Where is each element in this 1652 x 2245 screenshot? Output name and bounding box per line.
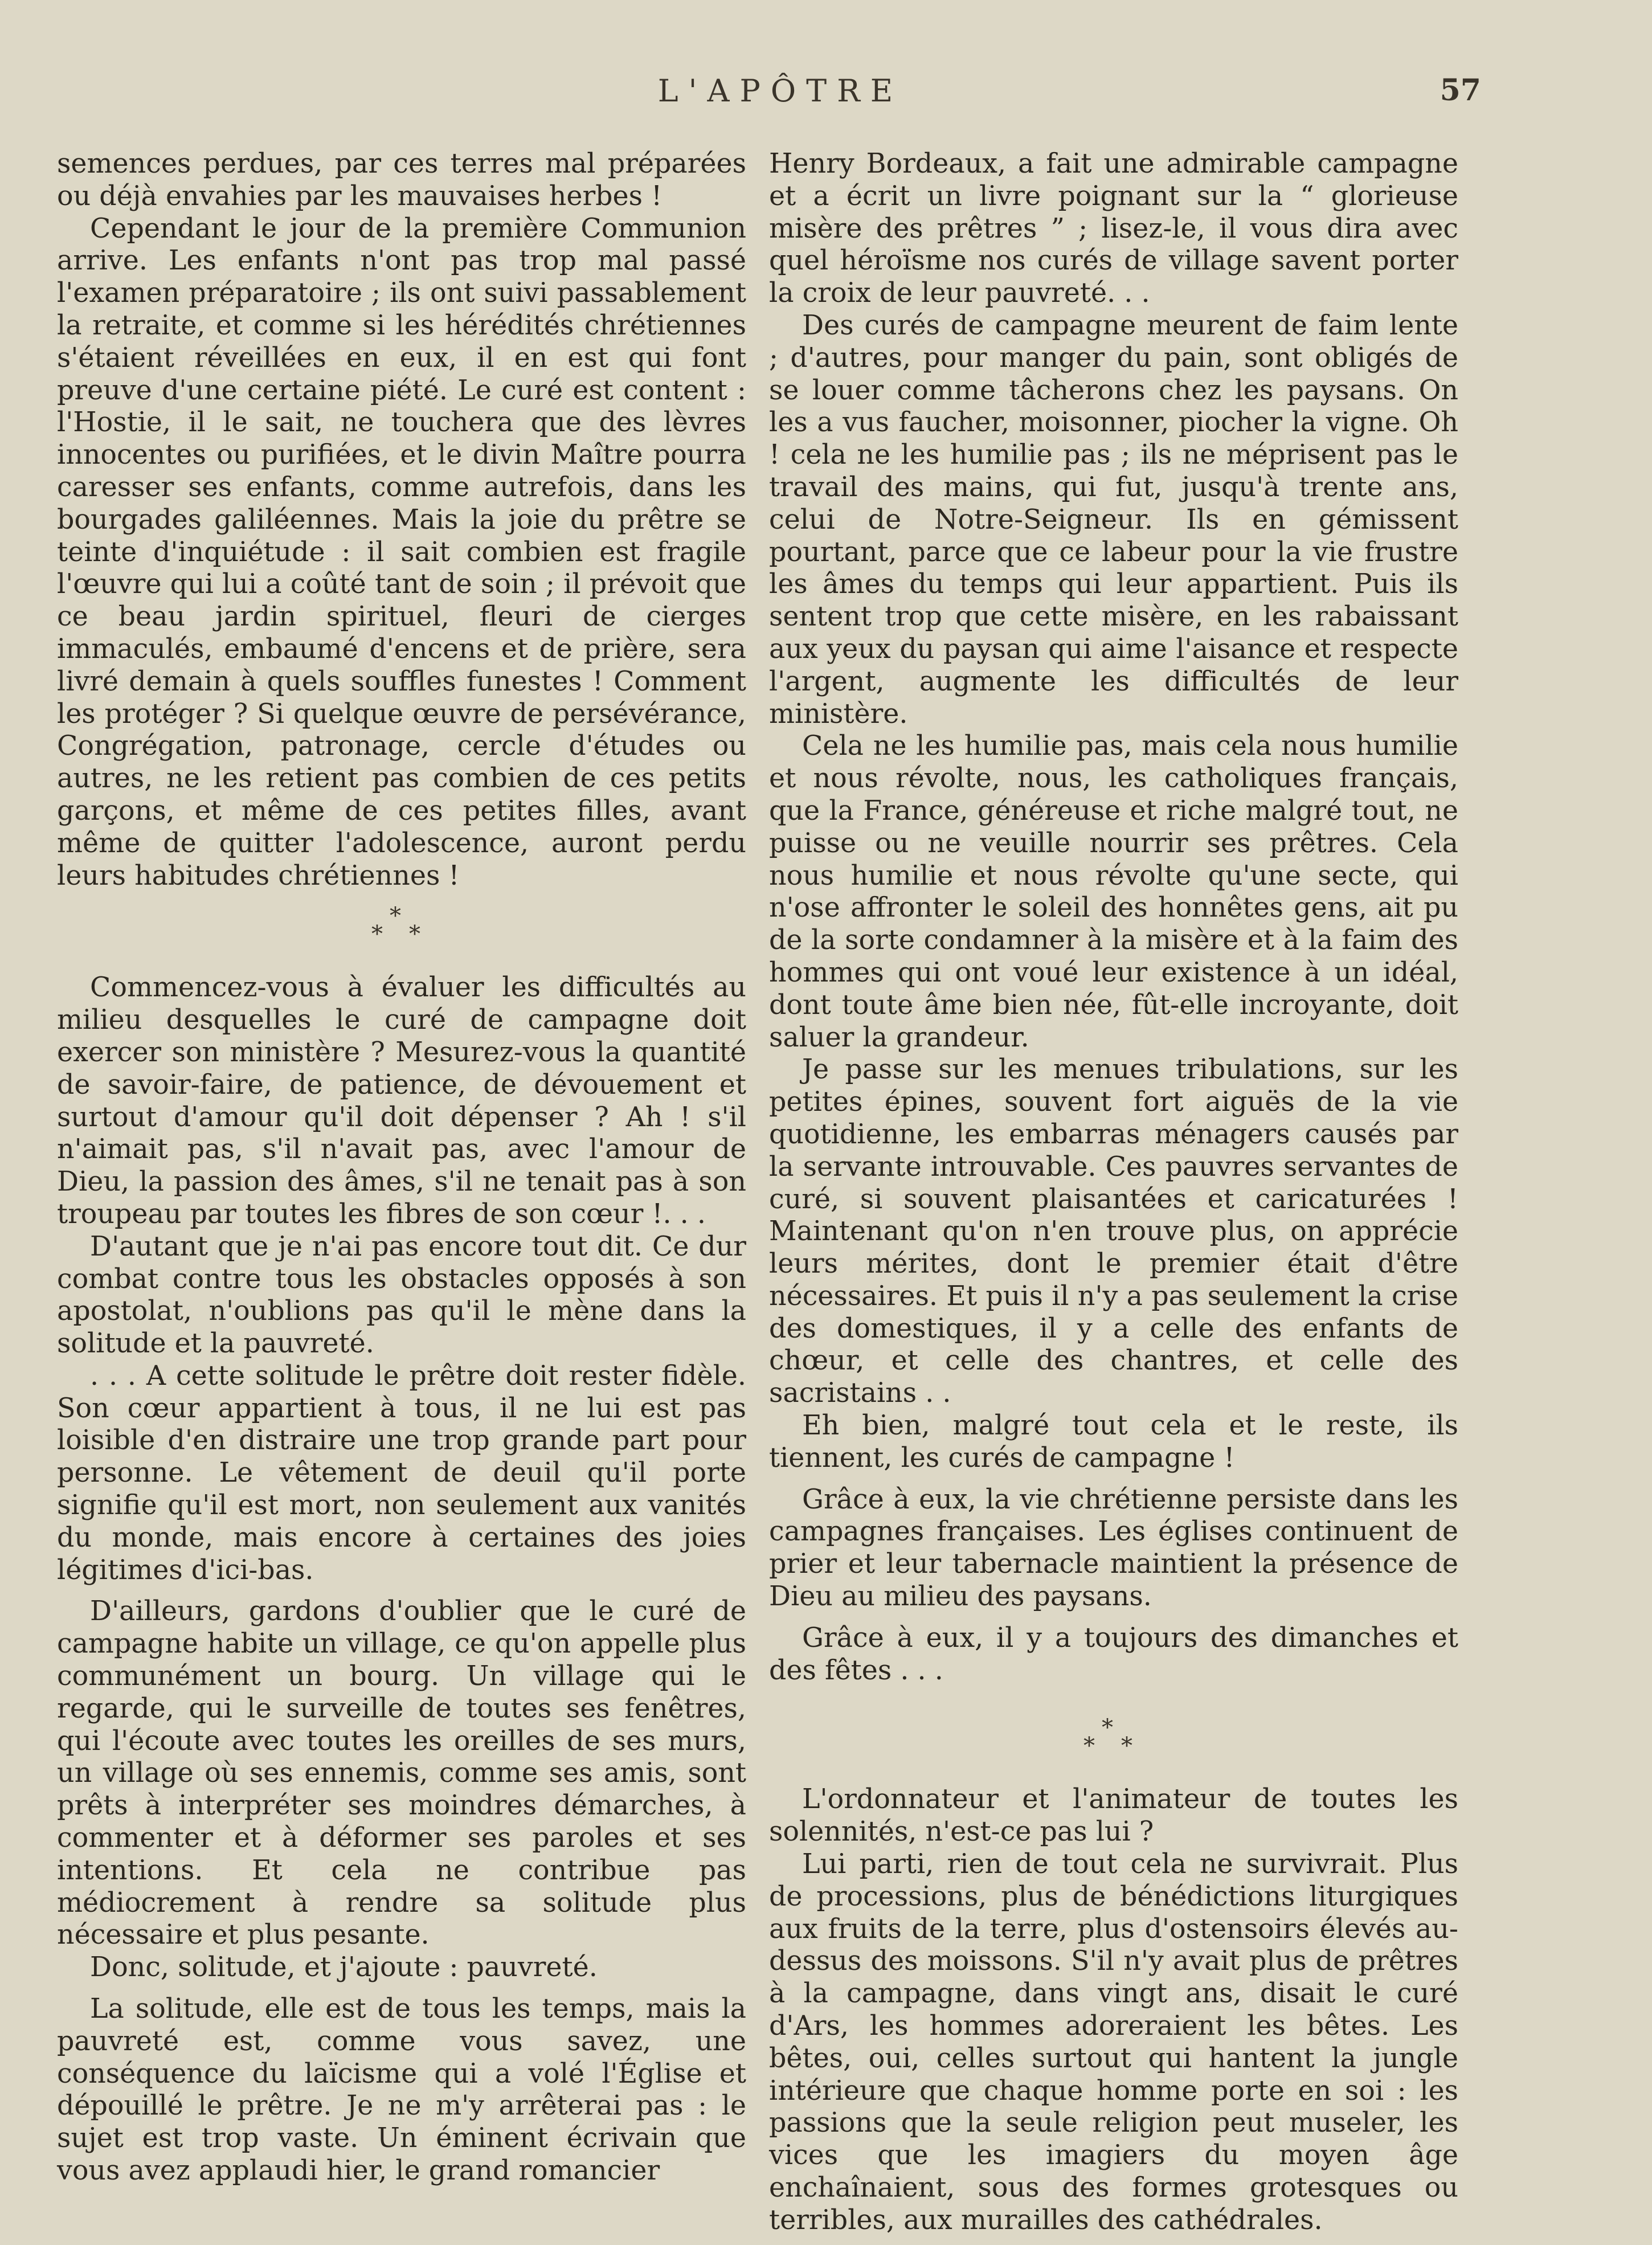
page-header (0, 73, 1652, 118)
paragraph: La solitude, elle est de tous les temps, mais la pauvreté est, comme vous savez, une conséquence du laïcisme qui a volé l'Église et dépouillé le prêtre. Je ne m'y arrêterai pas : le sujet est trop vaste. Un éminent écrivain que vous avez applaudi hier, le grand romancier (57, 1993, 746, 2187)
asterisk: * (371, 921, 383, 948)
left-column (57, 148, 746, 2187)
paragraph: D'ailleurs, gardons d'oublier que le curé de campagne habite un village, ce qu'on appelle plus communément un bourg. Un village qui le regarde, qui le surveille de toutes ses fenêtres, qui l'écoute avec toutes les oreilles de ses murs, un village où ses ennemis, comme ses amis, sont prêts à interpréter ses moindres démarches, à commenter et à déformer ses paroles et ses intentions. Et cela ne contribue pas médiocrement à rendre sa solitude plus nécessaire et plus pesante. (57, 1596, 746, 1951)
paragraph: Je passe sur les menues tribulations, sur les petites épines, souvent fort aiguës de la vie quotidienne, les embarras ménagers causés par la servante introuvable. Ces pauvres servantes de curé, si souvent plaisantées et caricaturées ! Maintenant qu'on n'en trouve plus, on apprécie leurs mérites, dont le premier était d'être nécessaires. Et puis il n'y a pas seulement la crise des domestiques, il y a celle des enfants de chœur, et celle des chantres, et celle des sacristains . . (769, 1054, 1458, 1409)
asterisk: * (409, 921, 420, 948)
paragraph: Lui parti, rien de tout cela ne survivrait. Plus de processions, plus de bénédictions liturgiques aux fruits de la terre, plus d'ostensoirs élevés au-dessus des moissons. S'il n'y avait plus de prêtres à la campagne, dans vingt ans, disait le curé d'Ars, les hommes adoreraient les bêtes. Les bêtes, oui, celles surtout qui hantent la jungle intérieure que chaque homme porte en soi : les passions que la seule religion peut museler, les vices que les imagiers du moyen âge enchaînaient, sous des formes grotesques ou terribles, aux murailles des cathédrales. (769, 1849, 1458, 2236)
page-number: 57 (1440, 73, 1481, 108)
paragraph: semences perdues, par ces terres mal préparées ou déjà envahies par les mauvaises herbes ! (57, 148, 746, 212)
asterisk: * (1083, 1733, 1095, 1760)
paragraph: . . . A cette solitude le prêtre doit rester fidèle. Son cœur appartient à tous, il ne lui est pas loisible d'en distraire une trop grande part pour personne. Le vêtement de deuil qu'il porte signifie qu'il est mort, non seulement aux vanités du monde, mais encore à certaines des joies légitimes d'ici-bas. (57, 1360, 746, 1586)
paragraph: D'autant que je n'ai pas encore tout dit. Ce dur combat contre tous les obstacles opposés à son apostolat, n'oublions pas qu'il le mène dans la solitude et la pauvreté. (57, 1230, 746, 1360)
paragraph: Cependant le jour de la première Communion arrive. Les enfants n'ont pas trop mal passé l'examen préparatoire ; ils ont suivi passablement la retraite, et comme si les hérédités chrétiennes s'étaient réveillées en eux, il en est qui font preuve d'une certaine piété. Le curé est content : l'Hostie, il le sait, ne touchera que des lèvres innocentes ou purifiées, et le divin Maître pourra caresser ses enfants, comme autrefois, dans les bourgades galiléennes. Mais la joie du prêtre se teinte d'inquiétude : il sait combien est fragile l'œuvre qui lui a coûté tant de soin ; il prévoit que ce beau jardin spirituel, fleuri de cierges immaculés, embaumé d'encens et de prière, sera livré demain à quels souffles funestes ! Comment les protéger ? Si quelque œuvre de persévérance, Congrégation, patronage, cercle d'études ou autres, ne les retient pas combien de ces petits garçons, et même de ces petites filles, avant même de quitter l'adolescence, auront perdu leurs habitudes chrétiennes ! (57, 212, 746, 892)
paragraph: Donc, solitude, et j'ajoute : pauvreté. (90, 1952, 598, 1984)
right-column (769, 148, 1458, 2237)
running-title: L'APÔTRE (657, 73, 903, 109)
paragraph: Grâce à eux, la vie chrétienne persiste dans les campagnes françaises. Les églises continuent de prier et leur tabernacle maintient la présence de Dieu au milieu des paysans. (769, 1483, 1458, 1613)
asterisk: * (1102, 1715, 1113, 1741)
asterisk: * (1121, 1733, 1132, 1760)
paragraph: Eh bien, malgré tout cela et le reste, ils tiennent, les curés de campagne ! (769, 1410, 1458, 1474)
paragraph: Commencez-vous à évaluer les difficultés au milieu desquelles le curé de campagne doit exercer son ministère ? Mesurez-vous la quantité de savoir-faire, de patience, de dévouement et surtout d'amour qu'il doit dépenser ? Ah ! s'il n'aimait pas, s'il n'avait pas, avec l'amour de Dieu, la passion des âmes, s'il ne tenait pas à son troupeau par toutes les fibres de son cœur !. . . (57, 972, 746, 1230)
section-separator (769, 1687, 1458, 1784)
paragraph: Des curés de campagne meurent de faim lente ; d'autres, pour manger du pain, sont obligés de se louer comme tâcherons chez les paysans. On les a vus faucher, moisonner, piocher la vigne. Oh ! cela ne les humilie pas ; ils ne méprisent pas le travail des mains, qui fut, jusqu'à trente ans, celui de Notre-Seigneur. Ils en gémissent pourtant, parce que ce labeur pour la vie frustre les âmes du temps qui leur appartient. Puis ils sentent trop que cette misère, en les rabaissant aux yeux du paysan qui aime l'aisance et respecte l'argent, augmente les difficultés de leur ministère. (769, 309, 1458, 730)
paragraph: Henry Bordeaux, a fait une admirable campagne et a écrit un livre poignant sur la “ glorieuse misère des prêtres ” ; lisez-le, il vous dira avec quel héroïsme nos curés de village savent porter la croix de leur pauvreté. . . (769, 148, 1458, 309)
paragraph: Cela ne les humilie pas, mais cela nous humilie et nous révolte, nous, les catholiques français, que la France, généreuse et riche malgré tout, ne puisse ou ne veuille nourrir ses prêtres. Cela nous humilie et nous révolte qu'une secte, qui n'ose affronter le soleil des honnêtes gens, ait pu de la sorte condamner à la misère et à la faim des hommes qui ont voué leur existence à un idéal, dont toute âme bien née, fût-elle incroyante, doit saluer la grandeur. (769, 730, 1458, 1053)
asterisk: * (390, 903, 401, 930)
paragraph: Grâce à eux, il y a toujours des dimanches et des fêtes . . . (769, 1622, 1458, 1686)
section-separator (57, 892, 746, 972)
paragraph: L'ordonnateur et l'animateur de toutes les solennités, n'est-ce pas lui ? (769, 1784, 1458, 1848)
